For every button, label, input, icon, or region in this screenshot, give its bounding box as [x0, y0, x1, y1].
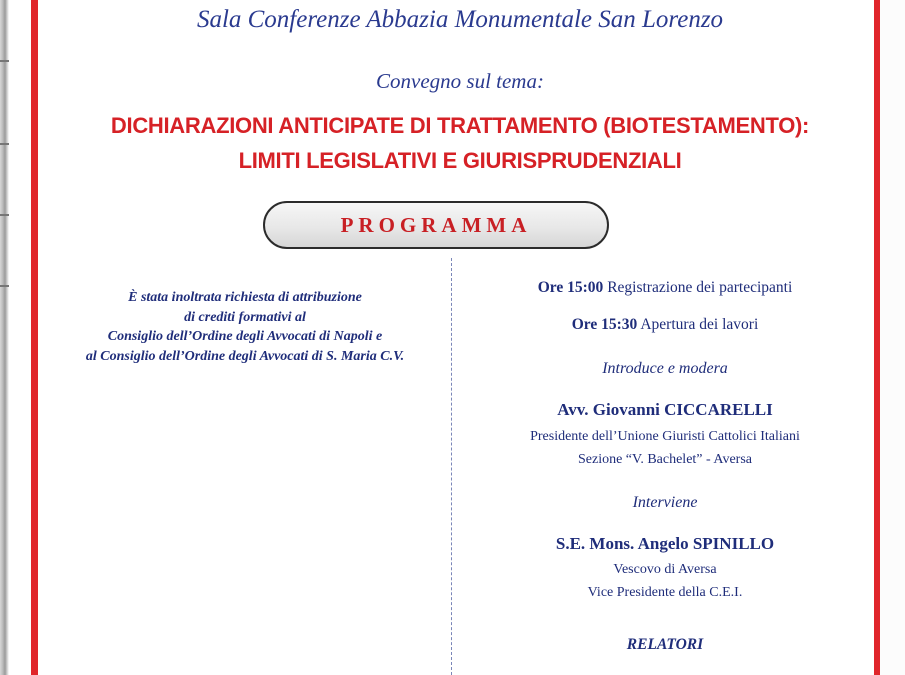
- moderator-role: Presidente dell’Unione Giuristi Cattolici Italiani: [530, 429, 800, 444]
- speaker-intro: Interviene: [632, 494, 698, 511]
- paper-fold-edge: [0, 0, 14, 675]
- conference-title-line-1: DICHIARAZIONI ANTICIPATE DI TRATTAMENTO (BIOTESTAMENTO):: [110, 113, 810, 138]
- speaker-role: Vescovo di Aversa: [613, 562, 717, 577]
- credits-note: [40, 288, 450, 366]
- credits-note-line: di crediti formativi al: [184, 309, 306, 325]
- relatori-heading: RELATORI: [626, 636, 704, 653]
- credits-note-line: al Consiglio dell’Ordine degli Avvocati di S. Maria C.V.: [85, 348, 405, 364]
- schedule-time: Ore 15:30: [571, 316, 638, 333]
- credits-note-line: Consiglio dell’Ordine degli Avvocati di Napoli e: [107, 329, 383, 344]
- schedule-activity: Apertura dei lavori: [640, 316, 759, 333]
- fold-mark: [0, 143, 9, 145]
- red-border-left: [31, 0, 38, 675]
- moderator-name: Avv. Giovanni CICCARELLI: [557, 400, 773, 419]
- schedule-item: [455, 279, 875, 297]
- program-banner: [263, 201, 609, 249]
- program-label: PROGRAMMA: [340, 212, 532, 237]
- conference-title-line-2: LIMITI LEGISLATIVI E GIURISPRUDENZIALI: [238, 148, 682, 173]
- credits-note-line: È stata inoltrata richiesta di attribuzione: [128, 290, 362, 305]
- fold-mark: [0, 60, 9, 62]
- moderator-section: Sezione “V. Bachelet” - Aversa: [577, 452, 753, 467]
- schedule-time: Ore 15:00: [537, 279, 604, 296]
- venue-heading: Sala Conferenze Abbazia Monumentale San Lorenzo: [196, 6, 724, 33]
- fold-mark: [0, 214, 9, 216]
- moderator-intro: Introduce e modera: [602, 360, 728, 377]
- column-divider: [451, 258, 452, 675]
- speaker-role-2: Vice Presidente della C.E.I.: [587, 585, 743, 600]
- page-margin-right: [880, 0, 905, 675]
- schedule-activity: Registrazione dei partecipanti: [607, 279, 793, 296]
- fold-mark: [0, 285, 9, 287]
- speaker-name: S.E. Mons. Angelo SPINILLO: [555, 534, 775, 553]
- schedule-item: [455, 316, 875, 334]
- theme-intro: Convegno sul tema:: [376, 69, 544, 93]
